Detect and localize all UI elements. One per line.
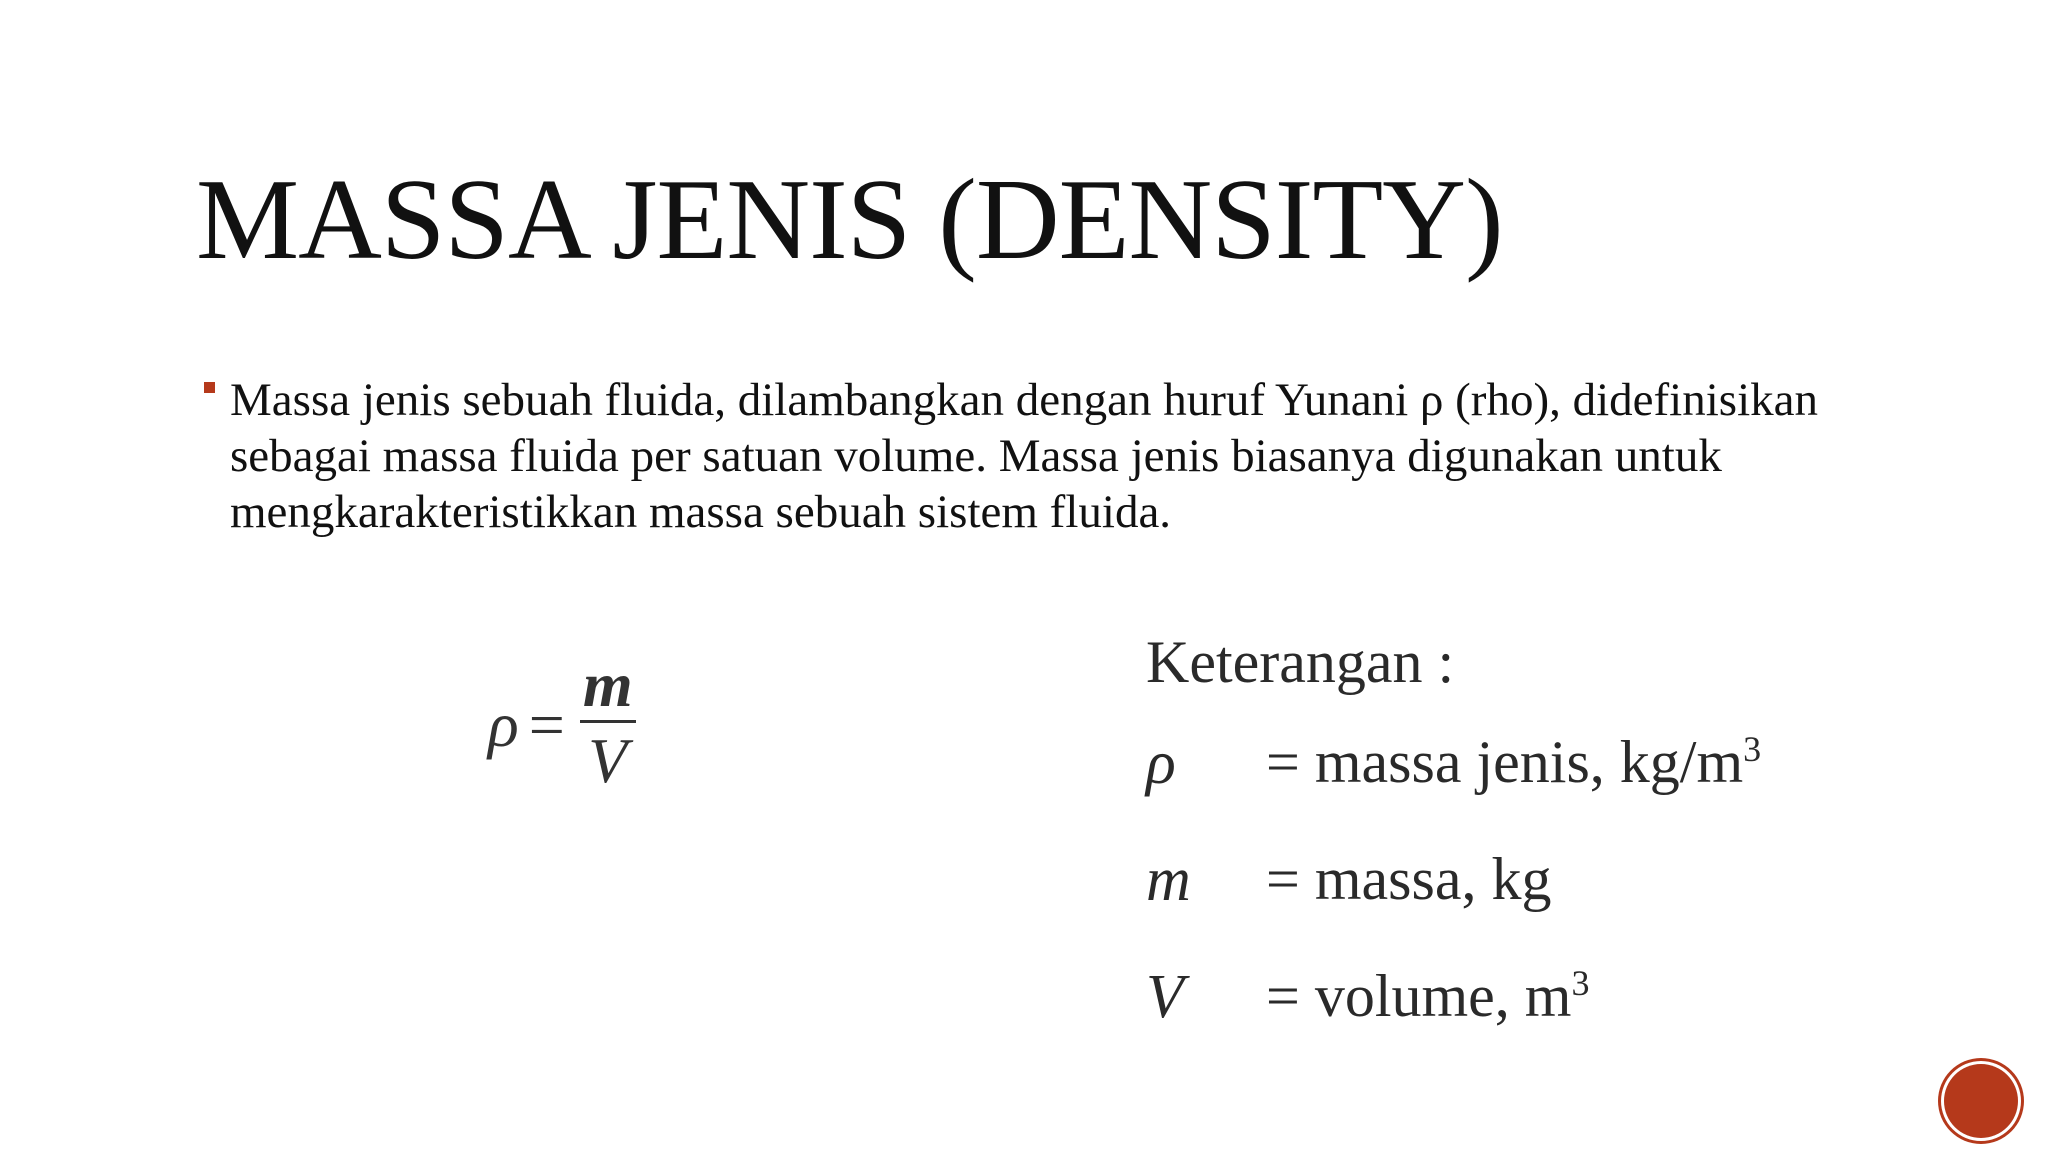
legend-symbol: ρ xyxy=(1146,729,1176,797)
formula-fraction xyxy=(579,650,637,799)
legend-heading: Keterangan : xyxy=(1146,629,1455,695)
formula-lhs: ρ xyxy=(488,688,519,760)
bullet-text: Massa jenis sebuah fluida, dilambangkan dengan huruf Yunani ρ (rho), didefinisikan sebagai massa fluida per satuan volume. Massa jenis biasanya digunakan untuk mengkarakteristikkan massa sebuah sistem fluida. xyxy=(230,374,1818,538)
legend-symbol: m xyxy=(1146,846,1191,914)
legend-definition xyxy=(1266,962,1589,1031)
slide-title: MASSA JENIS (DENSITY) xyxy=(196,156,1503,284)
legend-definition xyxy=(1266,845,1551,914)
legend-definition-text: = volume, m xyxy=(1266,963,1572,1029)
formula-denominator: V xyxy=(588,725,628,796)
formula-numerator: m xyxy=(582,649,633,720)
bullet-item xyxy=(200,372,1820,540)
legend-superscript: 3 xyxy=(1571,963,1590,1003)
legend-block xyxy=(1146,622,1762,1053)
legend-definition xyxy=(1266,728,1761,797)
legend-definition-text: = massa jenis, kg/m xyxy=(1266,729,1744,795)
page-number-badge-icon[interactable] xyxy=(1944,1064,2018,1138)
legend-row-density xyxy=(1146,702,1762,819)
density-formula xyxy=(488,650,637,799)
formula-equals: = xyxy=(528,688,565,760)
legend-definition-text: = massa, kg xyxy=(1266,846,1552,912)
square-bullet-icon xyxy=(204,382,215,393)
legend-row-mass xyxy=(1146,819,1552,936)
legend-superscript: 3 xyxy=(1743,729,1762,769)
legend-row-volume xyxy=(1146,936,1590,1053)
legend-symbol: V xyxy=(1146,963,1184,1031)
